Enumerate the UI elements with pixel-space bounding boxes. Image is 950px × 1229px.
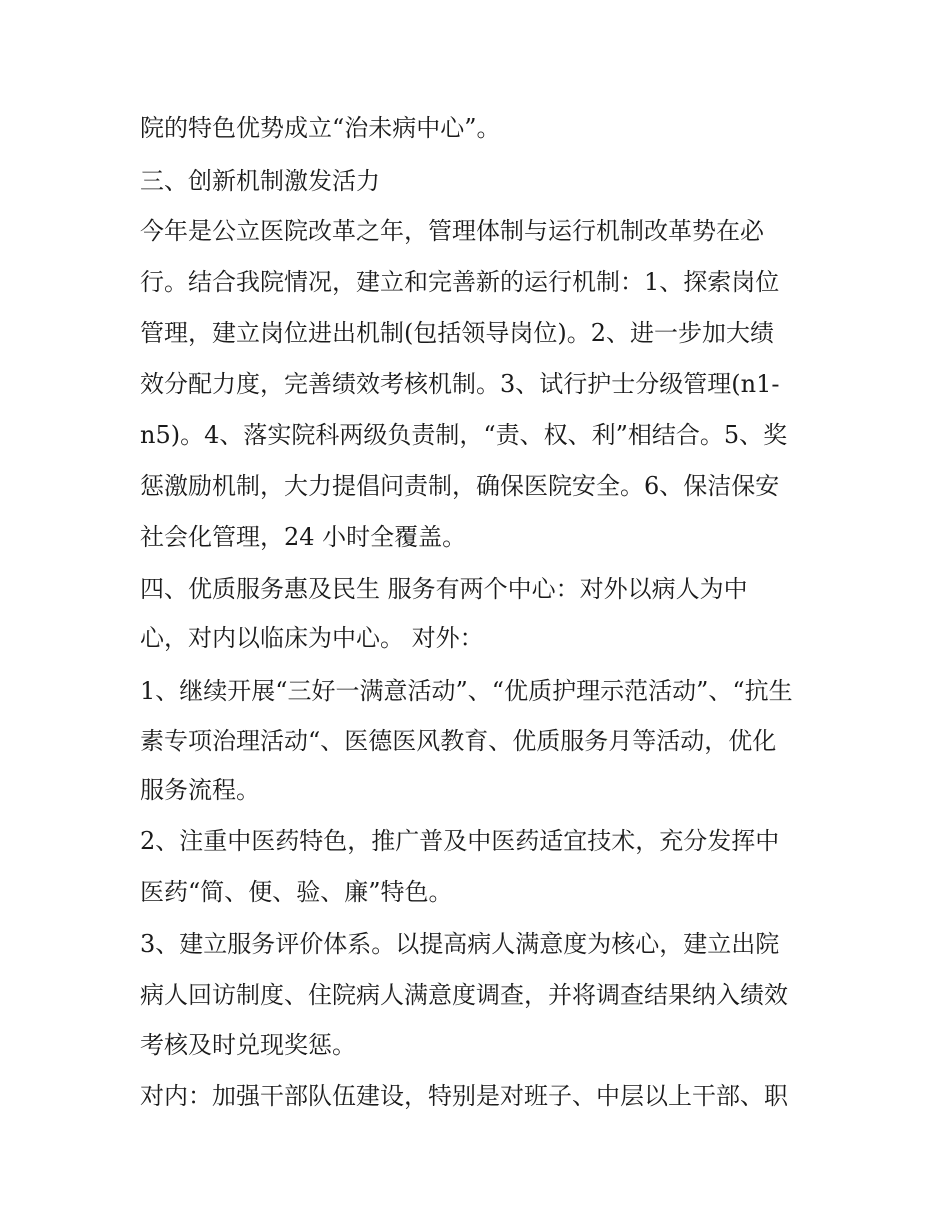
text-line: 对内：加强干部队伍建设，特别是对班子、中层以上干部、职 bbox=[140, 1082, 788, 1110]
text-line: 惩激励机制，大力提倡问责制，确保医院安全。6、保洁保安 bbox=[140, 472, 780, 500]
text-line: 医药“简、便、验、廉”特色。 bbox=[140, 878, 453, 906]
section-heading: 四、优质服务惠及民生 服务有两个中心：对外以病人为中 bbox=[140, 575, 748, 603]
text-line: 心，对内以临床为中心。 对外： bbox=[140, 624, 484, 652]
text-line: 服务流程。 bbox=[140, 776, 260, 804]
text-line: 素专项治理活动“、医德医风教育、优质服务月等活动，优化 bbox=[140, 727, 777, 755]
text-line: 院的特色优势成立“治未病中心”。 bbox=[140, 114, 501, 142]
text-line: 今年是公立医院改革之年，管理体制与运行机制改革势在必 bbox=[140, 217, 764, 245]
text-line: 2、注重中医药特色，推广普及中医药适宜技术，充分发挥中 bbox=[140, 827, 780, 855]
text-line: n5)。4、落实院科两级负责制，“责、权、利”相结合。5、奖 bbox=[140, 421, 788, 449]
text-line: 管理，建立岗位进出机制(包括领导岗位)。2、进一步加大绩 bbox=[140, 319, 774, 347]
text-line: 考核及时兑现奖惩。 bbox=[140, 1031, 356, 1059]
text-line: 行。结合我院情况，建立和完善新的运行机制：1、探索岗位 bbox=[140, 268, 780, 296]
section-heading: 三、创新机制激发活力 bbox=[140, 167, 380, 195]
text-line: 3、建立服务评价体系。以提高病人满意度为核心，建立出院 bbox=[140, 930, 780, 958]
text-line: 效分配力度，完善绩效考核机制。3、试行护士分级管理(n1- bbox=[140, 370, 780, 398]
text-line: 1、继续开展“三好一满意活动”、“优质护理示范活动”、“抗生 bbox=[140, 677, 793, 705]
text-line: 社会化管理，24 小时全覆盖。 bbox=[140, 523, 467, 551]
text-line: 病人回访制度、住院病人满意度调查，并将调查结果纳入绩效 bbox=[140, 981, 788, 1009]
